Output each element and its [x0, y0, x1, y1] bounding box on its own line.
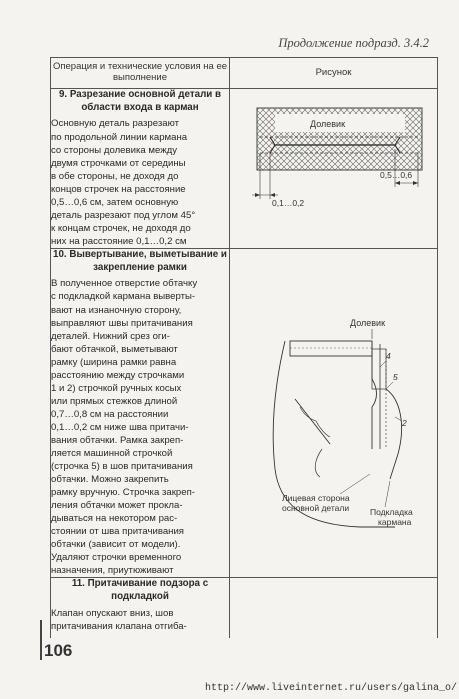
figure-cell-9 [230, 89, 438, 249]
operation-title-9: 9. Разрезание основной детали в области входа в карман [58, 89, 222, 113]
table-row-9 [51, 89, 438, 249]
lining-curve [386, 389, 402, 479]
operation-text-9: Основную деталь разрезают по продольной линии кармана со стороны долевика между двумя строчками от середины в обе стороны, не доходя до концов строчек на расстояние 0,5…0,6 см, затем основную деталь разрезают под углом 45° к концам строчек, не доходя до них на расстояние 0,1…0,2 см [51, 118, 196, 247]
figure-cell-10 [230, 248, 438, 578]
operation-text-11: Клапан опускают вниз, шов притачивания клапана отгиба- [51, 607, 187, 632]
table-row-10 [51, 248, 438, 578]
marker-4: 4 [386, 350, 391, 361]
label-lining-2: кармана [378, 516, 412, 527]
page-margin-bar [40, 620, 42, 660]
table-header-row [51, 58, 438, 89]
needle [295, 399, 330, 444]
dolevik-label: Долевик [310, 119, 346, 129]
marker-2: 2 [402, 417, 407, 428]
marker-5: 5 [393, 371, 398, 382]
column-header-figure: Рисунок [230, 58, 438, 89]
source-url: http://www.liveinternet.ru/users/galina_o/ [205, 683, 458, 694]
pocket-welt-cut-figure [230, 89, 440, 239]
label-face-side-2: основной детали [282, 502, 350, 513]
continuation-header: Продолжение подразд. 3.4.2 [278, 36, 429, 50]
operation-cell-9 [51, 89, 230, 249]
column-header-operation: Операция и технические условия на ее выполнение [51, 58, 230, 89]
dim-label-right: 0,5…0,6 [380, 170, 413, 180]
welt-turning-figure [230, 249, 440, 569]
label-face-side-1: Лицевая сторона [282, 492, 350, 503]
operation-text-10: В полученное отверстие обтачку с подкладкой кармана выверты- вают на изнаночную сторону, выправляют швы притачивания деталей. Нижний срез оги- бают обтачкой, выметывают рамку (ширина рамки равна расстоянию между строчками 1 и 2) строчкой ручных косых или прямых стежков длиной 0,7…0,8 см на расстоянии 0,1…0,2 см ниже шва притачи- вания обтачки. Рамка закреп- ляется машинной строчкой (строчка 5) в шов притачивания обтачки. Можно закрепить рамку вручную. Строчка закреп- ления обтачки может прокла- дываться на некотором рас- стоянии от шва притачивания обтачки (зависит от модели). Удаляют строчки временного назначения, приутюживают [51, 278, 198, 577]
page-number: 106 [44, 641, 73, 660]
operation-title-10: 10. Вывертывание, выметывание и закрепление рамки [53, 248, 227, 273]
instruction-table [50, 57, 438, 638]
operation-title-11: 11. Притачивание подзора с подкладкой [71, 578, 209, 603]
dim-label-left: 0,1…0,2 [272, 198, 305, 208]
operation-cell-11 [51, 578, 230, 638]
label-lining-1: Подкладка [370, 506, 413, 517]
operation-cell-10 [51, 248, 230, 578]
dolevik-label-2: Долевик [350, 317, 386, 328]
table-row-11 [51, 578, 438, 638]
welt-strip [290, 341, 372, 356]
figure-cell-11 [230, 578, 438, 638]
